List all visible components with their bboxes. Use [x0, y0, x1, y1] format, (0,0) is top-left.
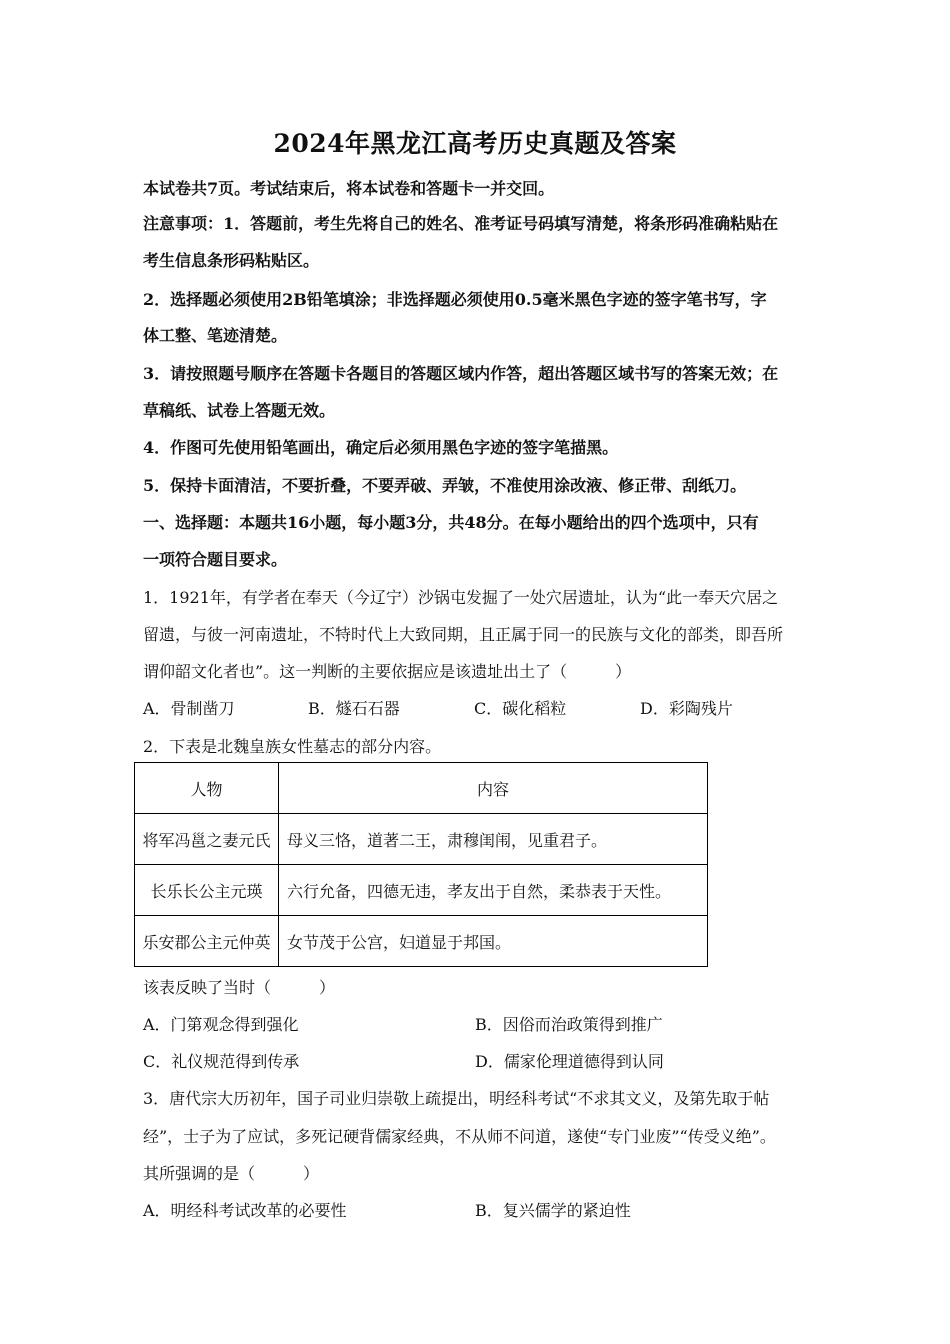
intro-line: 注意事项：1．答题前，考生先将自己的姓名、准考证号码填写清楚，将条形码准确粘贴在	[143, 214, 779, 233]
table-cell: 将军冯邕之妻元氏	[135, 814, 279, 865]
intro-line: 本试卷共7页。考试结束后，将本试卷和答题卡一并交回。	[143, 179, 555, 198]
option-a: A．门第观念得到强化	[143, 1015, 299, 1034]
option-d: D．儒家伦理道德得到认同	[475, 1052, 664, 1071]
option-d: D．彩陶残片	[640, 699, 733, 718]
table-row	[135, 865, 708, 916]
option-a: A．明经科考试改革的必要性	[143, 1201, 347, 1220]
question-2-after: 该表反映了当时（ ）	[143, 978, 336, 997]
intro-line: 草稿纸、试卷上答题无效。	[143, 401, 336, 420]
question-2-stem: 2．下表是北魏皇族女性墓志的部分内容。	[143, 737, 442, 756]
intro-line: 考生信息条形码粘贴区。	[143, 251, 320, 270]
option-b: B．因俗而治政策得到推广	[475, 1015, 663, 1034]
intro-line: 5．保持卡面清洁，不要折叠，不要弄破、弄皱，不准使用涂改液、修正带、刮纸刀。	[143, 476, 747, 495]
question-3-stem: 经”，士子为了应试，多死记硬背儒家经典，不从师不问道，遂使“专门业废”“传受义绝”。	[143, 1127, 776, 1146]
section-heading: 一项符合题目要求。	[143, 550, 288, 569]
table-cell: 六行允备，四德无违，孝友出于自然，柔恭表于天性。	[279, 865, 708, 916]
option-b: B．复兴儒学的紧迫性	[475, 1201, 631, 1220]
section-heading: 一、选择题：本题共16小题，每小题3分，共48分。在每小题给出的四个选项中，只有	[143, 513, 759, 532]
option-a: A．骨制凿刀	[143, 699, 235, 718]
table-row	[135, 814, 708, 865]
document-title: 2024年黑龙江高考历史真题及答案	[273, 129, 677, 158]
question-1-stem: 谓仰韶文化者也”。这一判断的主要依据应是该遗址出土了（ ）	[143, 662, 632, 681]
intro-line: 4．作图可先使用铅笔画出，确定后必须用黑色字迹的签字笔描黑。	[143, 438, 619, 457]
option-c: C．礼仪规范得到传承	[143, 1052, 300, 1071]
table-row	[135, 916, 708, 967]
table-cell: 长乐长公主元瑛	[135, 865, 279, 916]
table-cell: 母义三恪，道著二王，肃穆闺闱，见重君子。	[279, 814, 708, 865]
question-3-stem: 3．唐代宗大历初年，国子司业归崇敬上疏提出，明经科考试“不求其文义，及第先取于帖	[143, 1089, 770, 1108]
option-c: C．碳化稻粒	[474, 699, 567, 718]
table-header-row	[135, 763, 708, 814]
intro-line: 体工整、笔迹清楚。	[143, 326, 288, 345]
table-header: 内容	[279, 763, 708, 814]
table-header: 人物	[135, 763, 279, 814]
table-cell: 乐安郡公主元仲英	[135, 916, 279, 967]
question-1-stem: 1．1921年，有学者在奉天（今辽宁）沙锅屯发掘了一处穴居遗址，认为“此一奉天穴居之	[143, 588, 779, 607]
intro-line: 3．请按照题号顺序在答题卡各题目的答题区域内作答，超出答题区域书写的答案无效；在	[143, 364, 779, 383]
question-3-stem: 其所强调的是（ ）	[143, 1164, 320, 1183]
epitaph-table	[134, 762, 708, 967]
option-b: B．燧石石器	[308, 699, 400, 718]
intro-line: 2．选择题必须使用2B铅笔填涂；非选择题必须使用0.5毫米黑色字迹的签字笔书写，字	[143, 290, 767, 309]
question-1-stem: 留遗，与彼一河南遗址，不特时代上大致同期，且正属于同一的民族与文化的部类，即吾所	[143, 625, 784, 644]
table-cell: 女节茂于公宫，妇道显于邦国。	[279, 916, 708, 967]
